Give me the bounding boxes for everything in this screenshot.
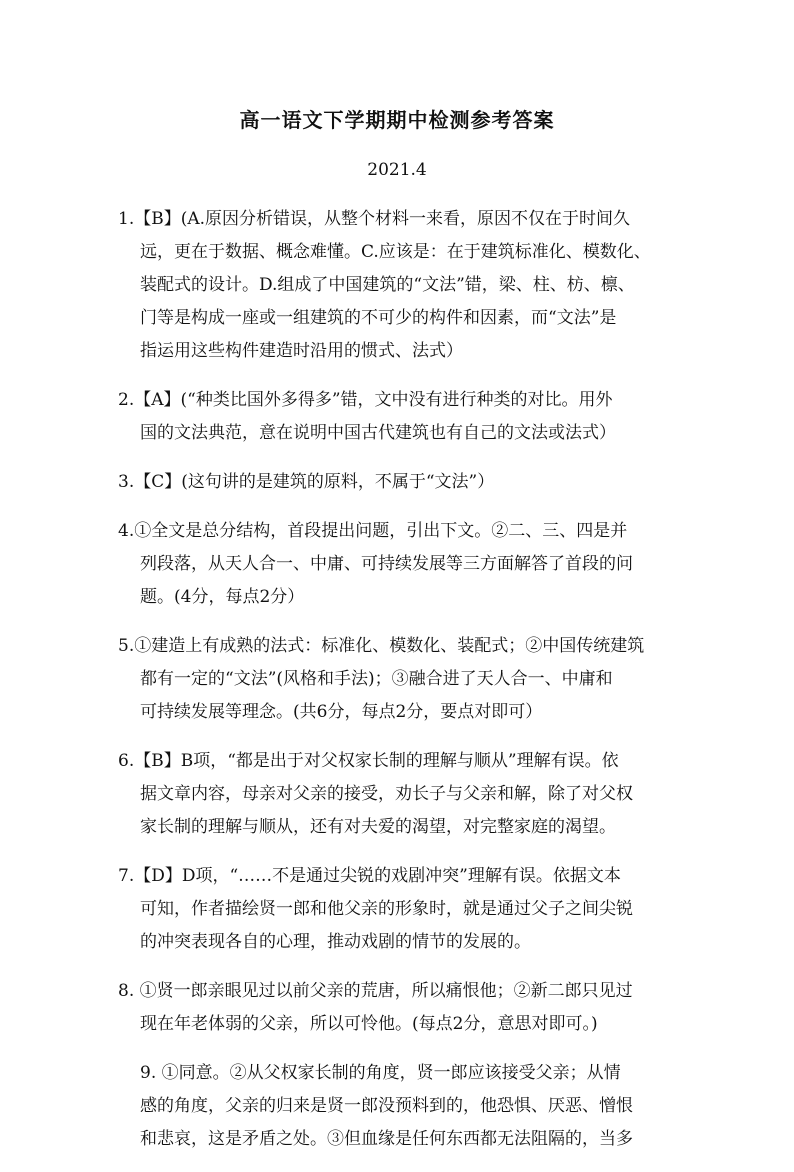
answer-line: 据文章内容，母亲对父亲的接受，劝长子与父亲和解，除了对父权 [140,784,633,804]
page-date: 2021.4 [367,160,427,180]
answer-line: 8. ①贤一郎亲眼见过以前父亲的荒唐，所以痛恨他；②新二郎只见过 [118,981,633,1001]
answer-item-8 [118,975,683,1041]
answer-line: 装配式的设计。D.组成了中国建筑的“文法”错，梁、柱、枋、檩、 [140,275,635,295]
answer-line: 感的角度，父亲的归来是贤一郎没预料到的，他恐惧、厌恶、憎恨 [140,1096,633,1116]
answer-line: 现在年老体弱的父亲，所以可怜他。(每点2分，意思对即可。) [140,1014,598,1034]
answer-line: 6.【B】B项，“都是出于对父权家长制的理解与顺从”理解有误。依 [118,751,619,771]
answer-item-5 [118,630,683,729]
answer-line: 可持续发展等理念。(共6分，每点2分，要点对即可） [140,702,543,722]
answer-line: 和悲哀，这是矛盾之处。③但血缘是任何东西都无法阻隔的，当多 [140,1129,633,1149]
answer-line: 2.【A】(“种类比国外多得多”错，文中没有进行种类的对比。用外 [118,390,613,410]
answer-item-4 [118,515,683,614]
answer-line: 4.①全文是总分结构，首段提出问题，引出下文。②二、三、四是并 [118,521,628,541]
answer-line: 题。(4分，每点2分） [140,587,305,607]
page-title: 高一语文下学期期中检测参考答案 [239,108,555,132]
answer-line: 的冲突表现各自的心理，推动戏剧的情节的发展的。 [140,932,531,952]
answer-item-3 [118,466,683,499]
answer-item-9 [118,1057,683,1156]
answer-line: 家长制的理解与顺从，还有对夫爱的渴望，对完整家庭的渴望。 [140,817,616,837]
answer-line: 指运用这些构件建造时沿用的惯式、法式） [140,341,463,361]
answer-line: 列段落，从天人合一、中庸、可持续发展等三方面解答了首段的问 [140,554,633,574]
answer-item-6 [118,745,683,844]
answer-line: 1.【B】(A.原因分析错误，从整个材料一来看，原因不仅在于时间久 [118,209,631,229]
answer-line: 都有一定的“文法”(风格和手法)；③融合进了天人合一、中庸和 [140,669,613,689]
answer-line: 远，更在于数据、概念难懂。C.应该是：在于建筑标准化、模数化、 [140,242,651,262]
answer-list [118,203,683,1172]
answer-line: 3.【C】(这句讲的是建筑的原料，不属于“文法”） [118,472,495,492]
answer-line: 9. ①同意。②从父权家长制的角度，贤一郎应该接受父亲；从情 [140,1063,621,1083]
answer-line: 门等是构成一座或一组建筑的不可少的构件和因素，而“文法”是 [140,308,617,328]
answer-line: 可知，作者描绘贤一郎和他父亲的形象时，就是通过父子之间尖锐 [140,899,633,919]
answer-line: 国的文法典范，意在说明中国古代建筑也有自己的文法或法式） [140,423,616,443]
answer-line: 7.【D】D项，“……不是通过尖锐的戏剧冲突”理解有误。依据文本 [118,866,621,886]
answer-line: 5.①建造上有成熟的法式：标准化、模数化、装配式；②中国传统建筑 [118,636,645,656]
answer-item-1 [118,203,683,368]
answer-item-7 [118,860,683,959]
answer-item-2 [118,384,683,450]
